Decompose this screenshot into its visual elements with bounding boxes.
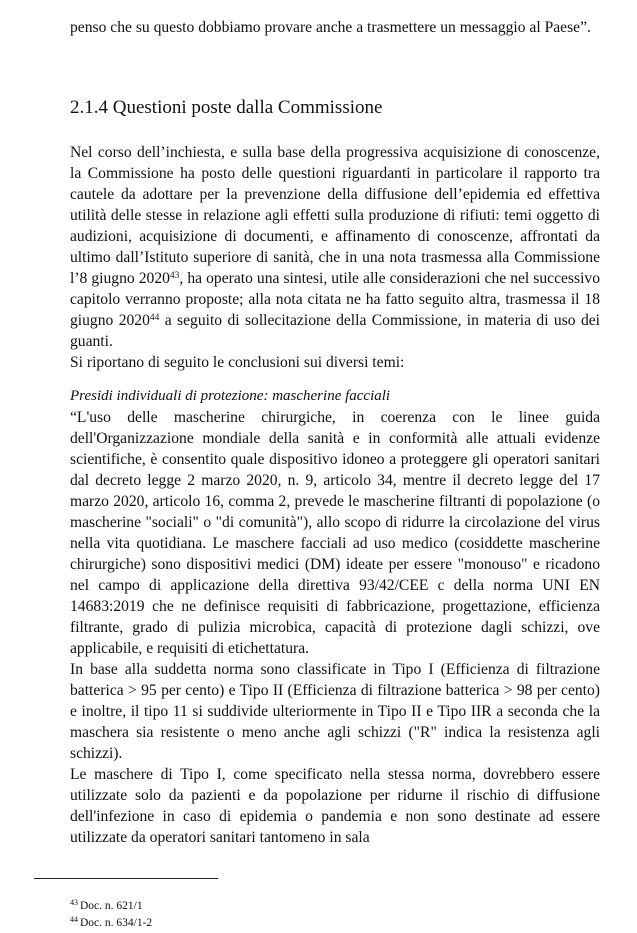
footnote-number: 44 bbox=[70, 915, 78, 924]
paragraph-type-one: Le maschere di Tipo I, come specificato nella stessa norma, dovrebbero essere utilizzate solo da pazienti e da popolazione per ridurne il rischio di diffusione dell'infezione in caso di epidemia o pandemia e non sono destinate ad essere utilizzate da operatori sanitari tantomeno in sala bbox=[70, 766, 600, 846]
section-body bbox=[70, 142, 600, 373]
paragraph-intro-conclusions: Si riportano di seguito le conclusioni sui diversi temi: bbox=[70, 354, 405, 371]
footnote-ref-43[interactable]: 43 bbox=[169, 271, 180, 281]
subsection-heading: Presidi individuali di protezione: mascherine facciali bbox=[70, 388, 391, 404]
section-heading: 2.1.4 Questioni poste dalla Commissione bbox=[70, 97, 383, 118]
paragraph-inquiry bbox=[70, 142, 600, 352]
paragraph-inquiry-part-a: Nel corso dell’inchiesta, e sulla base della progressiva acquisizione di conoscenze, la Commissione ha posto delle questioni riguardanti in particolare il rapporto tra cautele da adottare per la prevenzione della diffusione dell’epidemia ed effettiva utilità delle stesse in relazione agli effetti sulla produzione di rifiuti: temi oggetto di audizioni, acquisizione di documenti, e affinamento di conoscenze, affrontati da ultimo dall’Istituto superiore di sanità, che in una nota trasmessa alla Commissione l’8 giugno 2020 bbox=[70, 144, 600, 287]
lead-paragraph: penso che su questo dobbiamo provare anche a trasmettere un messaggio al Paese”. bbox=[70, 19, 591, 36]
footnote-text: Doc. n. 621/1 bbox=[80, 900, 143, 912]
footnote-43 bbox=[70, 898, 370, 915]
footnote-number: 43 bbox=[70, 898, 78, 907]
footnote-divider bbox=[34, 878, 218, 879]
paragraph-mask-types: In base alla suddetta norma sono classificate in Tipo I (Efficienza di filtrazione batterica > 95 per cento) e Tipo II (Efficienza di filtrazione batterica > 98 per cento) e inoltre, il tipo 11 si suddivide ulteriormente in Tipo II e Tipo IIR a seconda che la maschera sia resistente o meno anche agli schizzi ("R" indica la resistenza agli schizzi). bbox=[70, 661, 600, 762]
footnote-ref-44[interactable]: 44 bbox=[149, 313, 160, 323]
footnote-44 bbox=[70, 915, 370, 932]
paragraph-inquiry-part-b: , ha operato una sintesi, utile alle considerazioni che nel successivo capitolo verranno proposte; alla nota citata ne ha fatto seguito altra, trasmessa il 18 giugno 2020 bbox=[70, 270, 600, 329]
subsection-masks bbox=[70, 387, 600, 848]
paragraph-inquiry-part-c: a seguito di sollecitazione della Commissione, in materia di uso dei guanti. bbox=[70, 312, 601, 350]
footnote-text: Doc. n. 634/1-2 bbox=[80, 917, 153, 929]
footnotes bbox=[70, 898, 370, 932]
paragraph-surgical-masks: “L'uso delle mascherine chirurgiche, in coerenza con le linee guida dell'Organizzazione mondiale della sanità e in conformità alle attuali evidenze scientifiche, è consentito quale dispositivo idoneo a proteggere gli operatori sanitari dal decreto legge 2 marzo 2020, n. 9, articolo 34, mentre il decreto legge del 17 marzo 2020, articolo 16, comma 2, prevede le mascherine filtranti di popolazione (o mascherine "sociali" o "di comunità"), allo scopo di ridurre la circolazione del virus nella vita quotidiana. Le maschere facciali ad uso medico (cosiddette mascherine chirurgiche) sono dispositivi medici (DM) ideate per essere "monouso" e ricadono nel campo di applicazione della direttiva 93/42/CEE c della norma UNI EN 14683:2019 che ne definisce requisiti di fabbricazione, progettazione, efficienza filtrante, grado di pulizia microbica, capacità di protezione dagli schizzi, ove applicabile, e requisiti di etichettatura. bbox=[70, 409, 600, 657]
